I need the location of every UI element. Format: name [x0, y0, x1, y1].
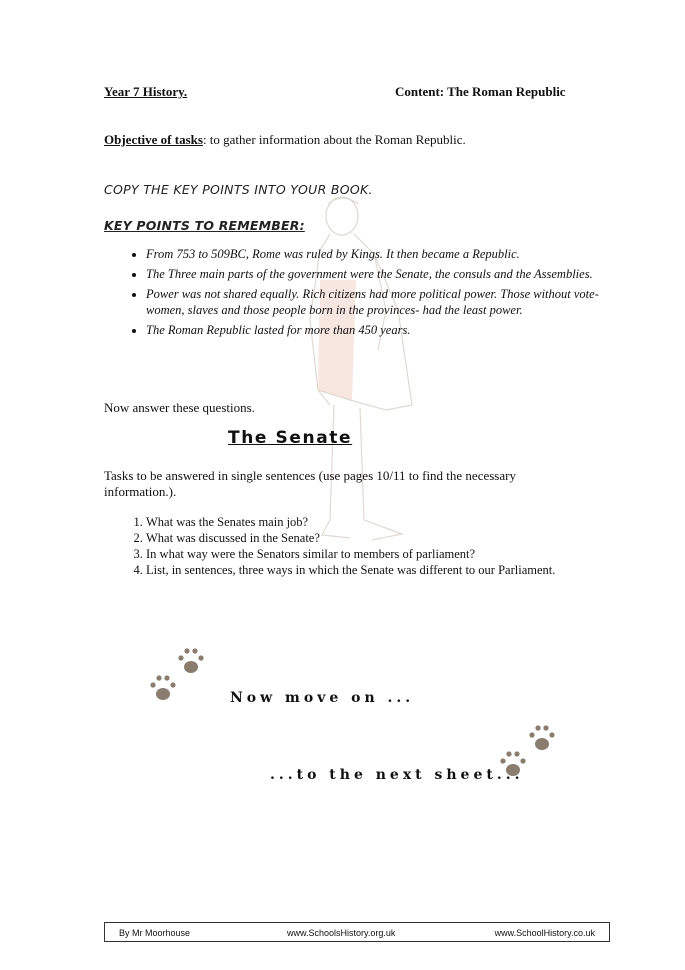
answer-prompt: Now answer these questions. — [104, 400, 255, 415]
objective-label: Objective of tasks — [104, 132, 203, 147]
key-points-list — [104, 246, 626, 342]
footer-link-schoolshistory[interactable]: www.SchoolsHistory.org.uk — [287, 928, 396, 938]
footer-author: By Mr Moorhouse — [119, 928, 191, 938]
paw-print-icon — [148, 672, 178, 704]
content-label: Content: The Roman Republic — [395, 84, 566, 99]
key-points-heading: KEY POINTS TO REMEMBER: — [104, 218, 305, 233]
footer — [104, 922, 610, 942]
copy-instruction: COPY THE KEY POINTS INTO YOUR BOOK. — [104, 182, 373, 197]
list-item: 4. List, in sentences, three ways in which the Senate was different to our Parliament. — [146, 562, 596, 578]
paw-print-icon — [176, 645, 206, 677]
objective-text: : to gather information about the Roman Republic. — [202, 132, 466, 147]
list-item: • The Roman Republic lasted for more than 450 years. — [146, 322, 626, 338]
section-title: The Senate — [228, 428, 353, 448]
footer-link-schoolhistory[interactable]: www.SchoolHistory.co.uk — [494, 928, 595, 938]
tasks-intro: Tasks to be answered in single sentences (use pages 10/11 to find the necessary information.). — [104, 468, 516, 499]
next-sheet-text: ...to the next sheet... — [270, 767, 524, 783]
list-item: 3. In what way were the Senators similar to members of parliament? — [146, 546, 596, 562]
list-item: 1. What was the Senates main job? — [146, 514, 596, 530]
paw-print-icon — [527, 722, 557, 754]
questions-list — [104, 514, 596, 578]
objective-line — [104, 132, 466, 148]
list-item: 2. What was discussed in the Senate? — [146, 530, 596, 546]
list-item: • From 753 to 509BC, Rome was ruled by Kings. It then became a Republic. — [146, 246, 626, 262]
move-on-text: Now move on ... — [230, 690, 415, 706]
list-item: • Power was not shared equally. Rich citizens had more political power. Those without vote- women, slaves and those people born in the provinces- had the least power. — [146, 286, 626, 318]
year-label: Year 7 History. — [104, 84, 188, 99]
list-item: • The Three main parts of the government were the Senate, the consuls and the Assemblies. — [146, 266, 626, 282]
